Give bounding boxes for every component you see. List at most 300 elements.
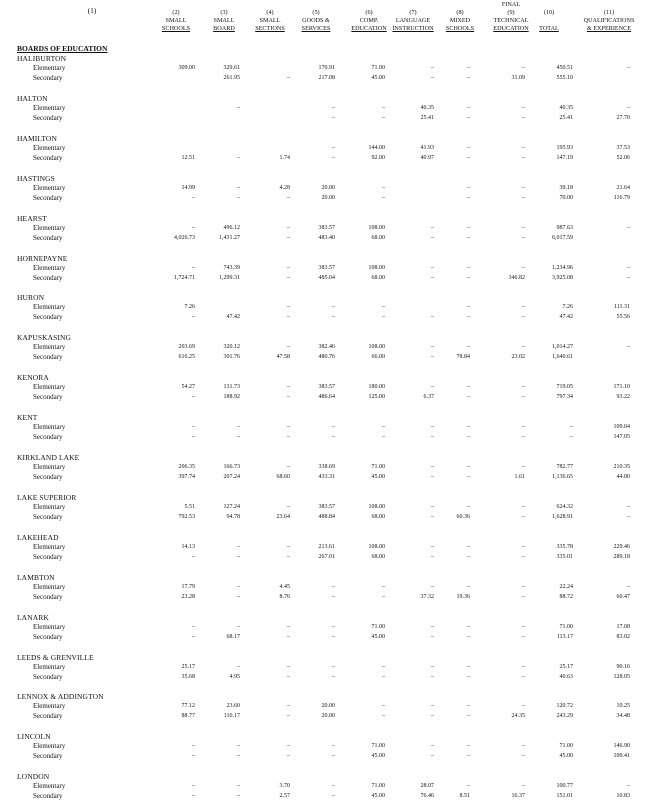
table-cell: – [522,154,525,161]
table-cell: 47.42 [226,314,240,321]
table-cell: – [522,144,525,151]
table-cell: – [287,424,290,431]
table-cell: 70.00 [559,194,573,201]
table-cell: – [467,703,470,710]
table-cell: 23.60 [226,703,240,710]
table-cell: – [382,703,385,710]
column-title-line1: LANGUAGE [395,17,431,24]
table-cell: 383.57 [318,224,335,231]
column-title-line2: TOTAL [539,25,559,32]
board-name: HORNEPAYNE [17,253,68,263]
table-cell: 60.36 [456,513,470,520]
table-cell: 147.05 [613,434,630,441]
board-name: LEEDS & GRENVILLE [17,652,94,662]
table-cell: 25.17 [559,663,573,670]
table-cell: – [467,464,470,470]
row-label: Secondary [33,353,63,362]
table-cell: – [431,743,434,750]
column-number: (3) [220,9,228,16]
table-cell: – [237,783,240,790]
table-cell: 180.00 [368,384,385,391]
row-label: Elementary [33,143,66,152]
table-cell: 289.18 [613,553,630,560]
table-cell: 4.95 [229,673,240,680]
table-cell: – [332,424,335,431]
table-cell: 14.99 [181,184,195,191]
table-cell: 480.76 [318,354,335,361]
table-cell: – [467,274,470,281]
table-cell: 25.41 [420,114,434,121]
table-cell: 78.84 [456,354,470,361]
table-cell: 624.32 [556,503,573,510]
table-cell: – [627,274,630,281]
table-cell: 1,431.27 [219,234,240,241]
table-cell: 37.32 [420,593,434,600]
row-label: Secondary [33,592,63,601]
column-number: (5) [312,9,320,16]
table-cell: – [522,104,525,111]
table-cell: 40.35 [420,104,434,111]
table-cell: – [627,344,630,351]
table-cell: 229.46 [613,543,630,550]
row-label: Secondary [33,193,63,202]
table-cell: 488.84 [318,513,335,520]
table-cell: – [431,354,434,361]
table-cell: 52.06 [616,154,630,161]
table-cell: 127.24 [223,503,240,510]
table-cell: – [192,743,195,750]
table-cell: 92.00 [371,154,385,161]
column-number: (8) [456,9,464,16]
row-label: Secondary [33,792,63,801]
table-cell: – [627,224,630,231]
table-cell: – [431,633,434,640]
table-cell: – [192,793,195,800]
table-cell: 267.01 [318,553,335,560]
table-cell: 68.00 [371,234,385,241]
table-cell: – [192,224,195,231]
table-cell: 743.39 [223,264,240,271]
table-cell: – [287,713,290,720]
table-cell: – [332,753,335,760]
table-cell: – [467,543,470,550]
table-cell: – [332,663,335,670]
table-cell: 203.69 [178,344,195,351]
table-cell: – [287,224,290,231]
table-cell: – [467,434,470,441]
table-cell: 10.25 [616,703,630,710]
table-cell: 93.22 [616,394,630,401]
table-cell: – [287,234,290,241]
table-cell: 8.51 [459,793,470,800]
table-cell: – [237,793,240,800]
table-cell: – [287,384,290,391]
table-cell: 71.00 [371,464,385,470]
table-cell: 1,136.65 [552,474,573,480]
table-cell: 206.35 [178,464,195,470]
table-cell: – [287,314,290,321]
column-title-line2: INSTRUCTION [392,25,434,32]
table-cell: 151.01 [556,793,573,800]
table-cell: 338.69 [318,464,335,470]
table-cell: 217.08 [318,75,335,81]
table-cell: 71.00 [371,623,385,630]
table-cell: – [237,663,240,670]
table-cell: 20.00 [321,713,335,720]
table-cell: – [287,623,290,630]
column-header [64,7,120,15]
table-cell: – [627,104,630,111]
table-cell: 71.00 [371,783,385,790]
table-cell: 1,628.91 [552,513,573,520]
row-label: Secondary [33,433,63,442]
table-cell: 4,026.73 [174,234,195,241]
table-cell: – [287,663,290,670]
table-cell: – [192,783,195,790]
column-number: (2) [172,9,180,16]
table-cell: – [467,394,470,401]
table-cell: – [467,264,470,271]
table-cell: – [192,633,195,640]
table-cell: – [332,593,335,600]
table-cell: – [332,304,335,311]
table-cell: 68.00 [371,274,385,281]
table-cell: – [287,394,290,401]
table-cell: – [431,513,434,520]
table-cell: 4.45 [279,583,290,590]
table-cell: 335.78 [556,543,573,550]
board-name: LONDON [17,772,50,782]
table-cell: – [522,344,525,351]
column-title-line2: SECTIONS [255,25,285,32]
table-cell: 1,014.27 [552,344,573,351]
table-cell: – [467,384,470,391]
table-cell: 12.51 [181,154,195,161]
table-cell: 37.53 [616,144,630,151]
column-title-line1: QUALIFICATIONS [583,17,635,24]
column-title-line1: MIXED [449,17,471,24]
table-cell: – [382,184,385,191]
table-cell: – [287,344,290,351]
table-cell: – [522,314,525,321]
table-cell: 792.53 [178,513,195,520]
column-number: (4) [266,9,274,16]
table-cell: – [431,583,434,590]
table-cell: 382.46 [318,344,335,351]
table-cell: – [237,583,240,590]
table-cell: 108.00 [368,264,385,271]
table-cell: 68.00 [371,513,385,520]
table-cell: 44.00 [616,474,630,480]
table-cell: – [522,553,525,560]
table-cell: 109.41 [613,753,630,760]
table-cell: 485.04 [318,274,335,281]
table-cell: 47.42 [559,314,573,321]
table-cell: – [467,623,470,630]
column-number: (11) [603,9,615,16]
table-cell: 166.73 [223,464,240,470]
table-cell: 25.17 [181,663,195,670]
table-cell: – [192,434,195,441]
column-header [574,9,644,33]
table-cell: 40.63 [559,673,573,680]
table-cell: – [522,593,525,600]
table-cell: – [522,663,525,670]
row-label: Secondary [33,712,63,721]
board-name: KAPUSKASING [17,333,72,343]
column-title-line1: TECHNICAL [493,17,529,24]
table-cell: 21.64 [616,184,630,191]
table-cell: – [332,583,335,590]
table-cell: 40.97 [420,154,434,161]
row-label: Elementary [33,183,66,192]
table-cell: – [522,424,525,431]
table-cell: 144.00 [368,144,385,151]
table-cell: – [467,743,470,750]
column-title-line1: GOODS & [302,17,330,24]
table-cell: – [431,663,434,670]
table-cell: – [382,583,385,590]
table-cell: – [431,623,434,630]
table-cell: 60.47 [616,593,630,600]
table-cell: – [287,543,290,550]
table-cell: 71.00 [559,743,573,750]
table-cell: – [332,434,335,441]
row-label: Elementary [33,622,66,631]
row-label: Elementary [33,742,66,751]
table-cell: 116.79 [613,194,630,201]
table-cell: – [237,104,240,111]
table-cell: 14.13 [181,543,195,550]
table-cell: 555.10 [556,75,573,81]
table-cell: 100.77 [556,783,573,790]
table-cell: 77.12 [181,703,195,710]
table-cell: 39.18 [559,184,573,191]
table-cell: – [237,154,240,161]
table-cell: – [192,623,195,630]
table-cell: 10.83 [616,793,630,800]
row-label: Secondary [33,74,63,82]
table-cell: – [431,344,434,351]
table-cell: – [431,713,434,720]
table-cell: 16.37 [511,793,525,800]
table-cell: 170.91 [318,65,335,71]
table-cell: – [287,304,290,311]
row-label: Elementary [33,542,66,551]
table-cell: – [522,703,525,710]
table-cell: 71.00 [559,623,573,630]
table-cell: – [627,503,630,510]
table-cell: – [192,194,195,201]
table-cell: 68.00 [371,553,385,560]
table-cell: – [627,783,630,790]
table-cell: – [431,503,434,510]
table-cell: 383.57 [318,384,335,391]
table-cell: – [467,314,470,321]
board-name: LANARK [17,612,49,622]
table-cell: – [570,424,573,431]
column-number: (7) [409,9,417,16]
row-label: Elementary [33,423,66,432]
table-cell: – [467,553,470,560]
table-cell: – [332,783,335,790]
row-label: Secondary [33,313,63,322]
table-cell: – [467,344,470,351]
table-cell: – [522,434,525,441]
table-cell: 5.51 [184,503,195,510]
table-cell: – [522,513,525,520]
board-name: KENORA [17,373,49,383]
table-cell: 146.90 [613,743,630,750]
table-cell: – [467,713,470,720]
board-name: LAKEHEAD [17,532,59,542]
table-cell: 3,925.08 [552,274,573,281]
table-cell: – [332,314,335,321]
table-cell: – [382,673,385,680]
column-title-line2: EDUCATION [493,25,529,32]
row-label: Secondary [33,512,63,521]
table-cell: 31.09 [511,75,525,81]
table-cell: 397.74 [178,474,195,480]
table-cell: – [522,503,525,510]
table-cell: – [522,184,525,191]
table-cell: 88.77 [181,713,195,720]
table-cell: 1,234.96 [552,264,573,271]
table-cell: 41.93 [420,144,434,151]
column-header [432,9,488,33]
table-cell: – [467,154,470,161]
row-label: Elementary [33,223,66,232]
table-cell: 1,299.31 [219,274,240,281]
table-cell: 320.12 [223,344,240,351]
table-cell: 71.00 [371,743,385,750]
table-cell: – [431,75,434,81]
table-cell: 309.00 [178,65,195,71]
table-cell: – [467,144,470,151]
table-cell: – [382,304,385,311]
table-cell: 24.35 [511,713,525,720]
row-label: Elementary [33,64,66,72]
table-cell: – [237,593,240,600]
table-cell: 20.00 [321,703,335,710]
table-cell: 40.35 [559,104,573,111]
table-cell: 113.17 [556,633,573,640]
table-cell: 450.51 [556,65,573,71]
table-cell: – [237,194,240,201]
table-cell: 35.68 [181,673,195,680]
table-cell: 6,017.59 [552,234,573,241]
table-cell: 128.05 [613,673,630,680]
column-header [288,9,344,33]
table-cell: – [382,104,385,111]
row-label: Secondary [33,672,63,681]
table-cell: – [287,264,290,271]
table-cell: 188.92 [223,394,240,401]
board-name: LAKE SUPERIOR [17,492,77,502]
column-number: (9) [507,9,515,16]
board-name: HASTINGS [17,173,55,183]
table-cell: 195.93 [556,144,573,151]
table-cell: 25.41 [559,114,573,121]
board-name: KIRKLAND LAKE [17,453,80,462]
table-cell: – [192,314,195,321]
table-cell: 719.05 [556,384,573,391]
table-cell: – [382,593,385,600]
table-cell: – [332,114,335,121]
table-cell: – [467,503,470,510]
table-cell: 17.79 [181,583,195,590]
column-number: (6) [365,9,373,16]
row-label: Secondary [33,153,63,162]
table-cell: 55.56 [616,314,630,321]
table-cell: 34.48 [616,713,630,720]
table-cell: 45.00 [559,753,573,760]
row-label: Elementary [33,582,66,591]
row-label: Elementary [33,463,66,471]
table-cell: 243.29 [556,713,573,720]
table-cell: – [287,434,290,441]
table-cell: 47.58 [276,354,290,361]
table-cell: 261.95 [223,75,240,81]
table-cell: 213.61 [318,543,335,550]
board-name: HALTON [17,93,48,103]
table-cell: – [431,424,434,431]
table-cell: – [382,434,385,441]
table-cell: 109.04 [613,424,630,431]
table-cell: – [287,75,290,81]
table-cell: 125.00 [368,394,385,401]
table-cell: – [287,194,290,201]
column-number: (1) [87,6,97,15]
table-cell: 20.00 [321,194,335,201]
table-cell: – [431,224,434,231]
table-cell: 22.24 [559,583,573,590]
table-cell: 329.61 [223,65,240,71]
table-cell: – [237,623,240,630]
board-name: LAMBTON [17,572,55,582]
table-cell: – [332,673,335,680]
table-cell: 111.31 [613,304,630,311]
table-cell: 110.17 [223,713,240,720]
table-cell: – [192,753,195,760]
table-cell: – [467,673,470,680]
table-cell: 66.00 [371,354,385,361]
row-label: Secondary [33,752,63,761]
table-cell: 301.76 [223,354,240,361]
table-cell: – [332,743,335,750]
column-title-line2: SCHOOLS [161,25,191,32]
table-cell: – [332,104,335,111]
table-cell: 23.28 [181,593,195,600]
table-cell: – [522,234,525,241]
column-title-line1: SMALL [213,17,235,24]
table-cell: – [431,234,434,241]
board-name: HALIBURTON [17,54,67,63]
row-label: Secondary [33,233,63,242]
column-title-line2: SERVICES [301,25,331,32]
table-cell: – [332,154,335,161]
table-cell: 335.01 [556,553,573,560]
table-cell: 2.57 [279,793,290,800]
table-cell: – [467,753,470,760]
table-cell: 88.72 [559,593,573,600]
row-label: Elementary [33,343,66,352]
table-cell: 987.63 [556,224,573,231]
table-cell: – [627,65,630,71]
table-cell: – [431,474,434,480]
table-cell: – [522,633,525,640]
table-cell: 7.26 [184,304,195,311]
